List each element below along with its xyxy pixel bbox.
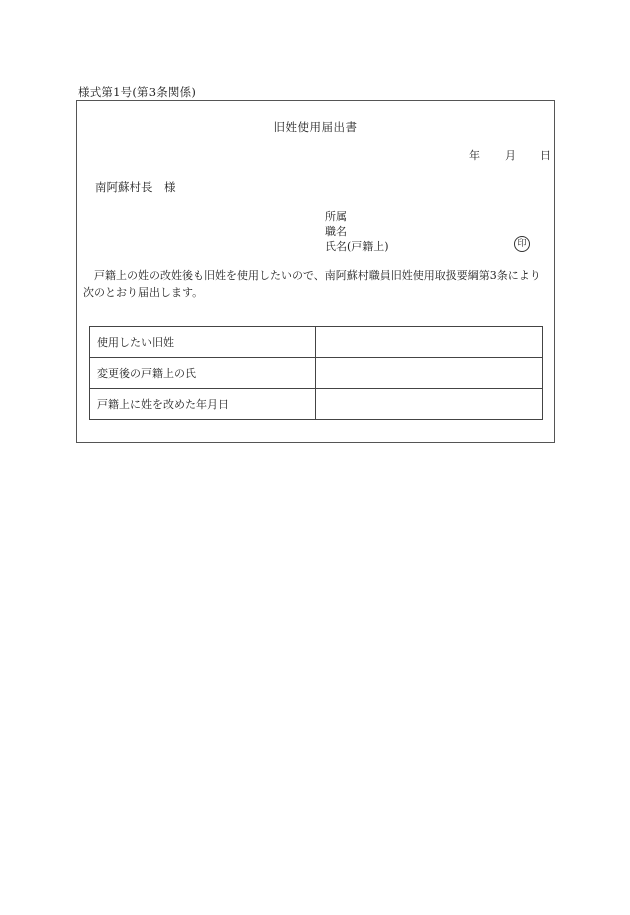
new-surname-field[interactable] [316, 358, 543, 389]
date-year-label: 年 [469, 149, 480, 162]
row-label-new-surname: 変更後の戸籍上の氏 [90, 358, 316, 389]
position-label: 職名 [325, 225, 347, 238]
table-row [90, 327, 543, 358]
table-row [90, 389, 543, 420]
form-frame [76, 100, 555, 443]
addressee: 南阿蘇村長 様 [95, 180, 176, 194]
row-label-former-surname: 使用したい旧姓 [90, 327, 316, 358]
row-label-change-date: 戸籍上に姓を改めた年月日 [90, 389, 316, 420]
name-label: 氏名(戸籍上) [325, 240, 389, 253]
change-date-field[interactable] [316, 389, 543, 420]
request-statement: 戸籍上の姓の改姓後も旧姓を使用したいので、南阿蘇村職員旧姓使用取扱要綱第3条により次のとおり届出します。 [83, 269, 541, 299]
seal-mark: 印 [514, 236, 530, 252]
form-number-label: 様式第1号(第3条関係) [78, 85, 197, 99]
date-month-label: 月 [505, 149, 516, 162]
document-title: 旧姓使用届出書 [273, 120, 358, 134]
former-surname-field[interactable] [316, 327, 543, 358]
table-row [90, 358, 543, 389]
items-table [89, 326, 543, 420]
date-day-label: 日 [540, 149, 551, 162]
affiliation-label: 所属 [325, 210, 347, 223]
